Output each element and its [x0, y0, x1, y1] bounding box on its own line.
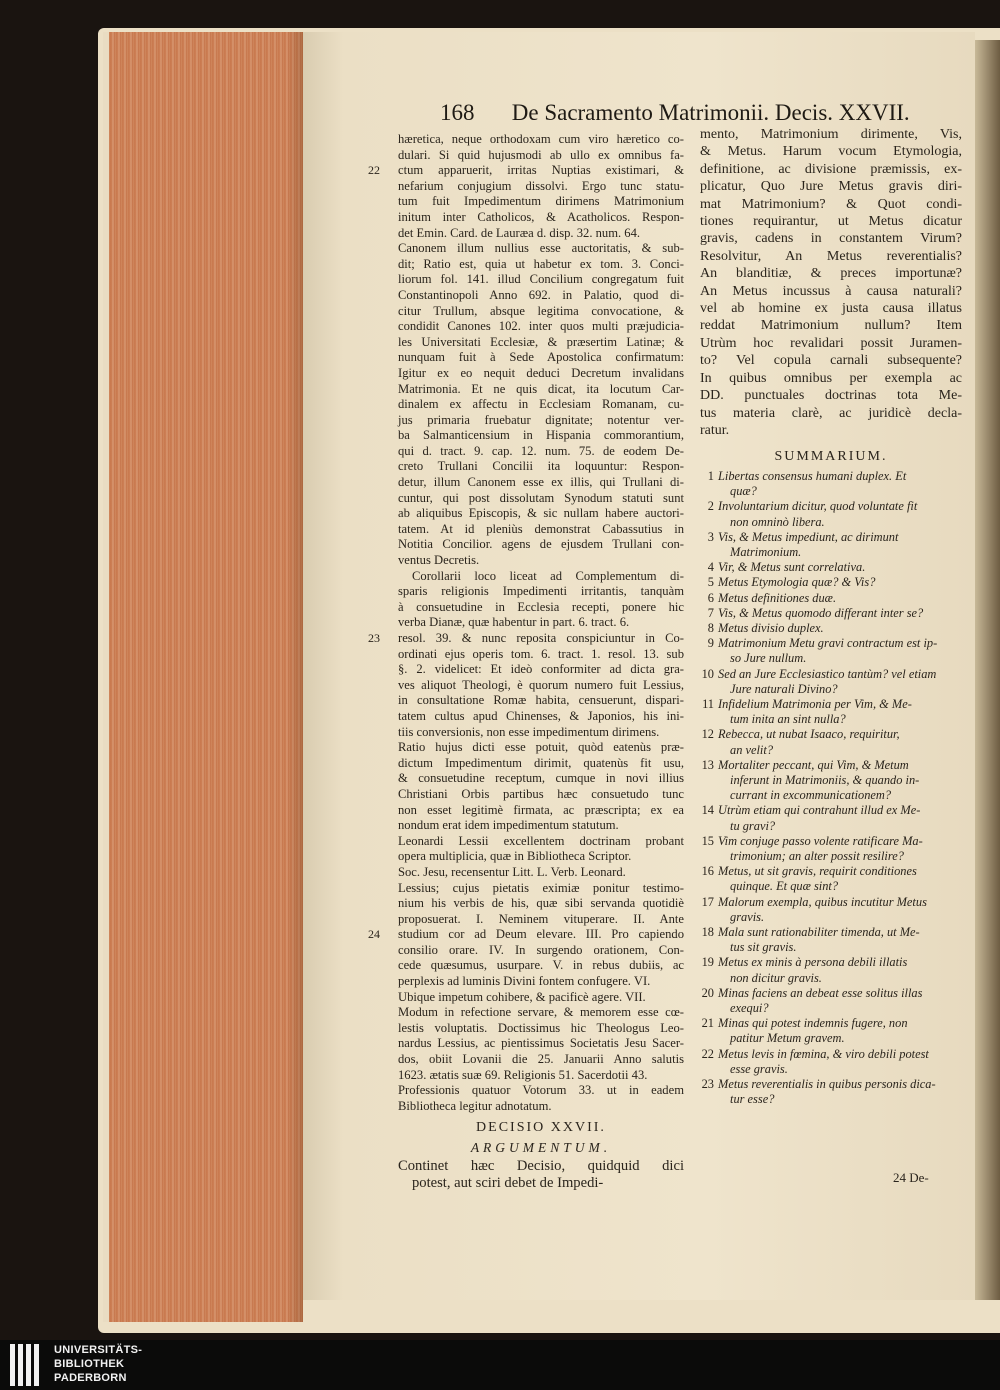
- summarium-text-continued: inferunt in Matrimoniis, & quando in-: [730, 772, 920, 787]
- summarium-item: [700, 636, 962, 666]
- text-line-content: proposuerat. I. Neminem vituperare. II. Ante: [398, 911, 684, 926]
- text-line: DD. punctuales doctrinas tota Me-: [700, 388, 962, 404]
- summarium-number: 9: [707, 636, 714, 651]
- text-line: Resolvitur, An Metus reverentialis?: [700, 248, 962, 264]
- summarium-number: 8: [707, 620, 714, 635]
- decisio-heading: DECISIO XXVII.: [476, 1120, 606, 1136]
- summarium-number: 23: [701, 1077, 714, 1092]
- summarium-text: Involuntarium dicitur, quod voluntate fit: [718, 499, 918, 514]
- summarium-text: Metus Etymologia quæ? & Vis?: [718, 575, 876, 590]
- summarium-text: Vir, & Metus sunt correlativa.: [718, 560, 866, 575]
- text-line: [398, 584, 684, 600]
- text-line: [398, 600, 684, 616]
- summarium-number: 14: [701, 803, 714, 818]
- summarium-text-continued: trimonium; an alter possit resilire?: [730, 848, 904, 863]
- text-line-content: & consuetudine receptum, cumque in novi illius: [398, 771, 684, 786]
- summarium-item: [700, 803, 962, 833]
- catchword: 24 De-: [893, 1170, 929, 1185]
- summarium-item: [700, 499, 962, 529]
- summarium-item: [700, 986, 962, 1016]
- summarium-text: Matrimonium Metu gravi contractum est ip-: [718, 636, 938, 651]
- library-name: [54, 1343, 142, 1385]
- library-name-line: UNIVERSITÄTS-: [54, 1344, 143, 1356]
- text-line: ratur.: [700, 422, 730, 438]
- summarium-text: Metus definitiones duæ.: [718, 590, 837, 605]
- summarium-text: Vis, & Metus impediunt, ac dirimunt: [718, 529, 899, 544]
- text-line: [398, 958, 684, 974]
- text-line: [398, 1021, 684, 1037]
- running-title: De Sacramento Matrimonii. Decis. XXVII.: [511, 100, 910, 125]
- argumentum-line: potest, aut sciri debet de Impedi-: [412, 1175, 604, 1192]
- text-line-content: sparis religionis Impedimenti irritantis, tanquàm: [398, 584, 684, 599]
- text-line-content: Ubique impetum cohibere, & pacificè agere. VII.: [398, 989, 646, 1004]
- text-line-content: consilio orare. IV. In surgendo orationem, Con-: [398, 942, 684, 957]
- summarium-text-continued: tur esse?: [730, 1092, 775, 1107]
- gutter-shadow: [975, 40, 1000, 1300]
- text-line-content: Professionis quatuor Votorum 33. ut in eadem: [398, 1083, 684, 1098]
- text-line: [398, 693, 684, 709]
- library-name-line: BIBLIOTHEK: [54, 1358, 125, 1370]
- summarium-number: 7: [707, 605, 714, 620]
- summarium-number: 13: [701, 757, 714, 772]
- summarium-number: 6: [707, 590, 714, 605]
- text-line: [398, 834, 684, 850]
- text-line: [398, 849, 684, 865]
- text-line: [398, 382, 684, 398]
- text-line-content: 1623. ætatis suæ 69. Religionis 51. Sacerdotii 43.: [398, 1067, 648, 1082]
- summarium-item: [700, 606, 962, 621]
- text-line-content: cuntur, qui post dissolutam Synodum statuti sunt: [398, 490, 684, 505]
- text-line-content: perplexis ad luminis Divini fontem confugere. VI.: [398, 974, 651, 989]
- text-line-content: ves aliquot Theologi, è quorum numero fuit Lessius,: [398, 677, 684, 692]
- summarium-text: Sed an Jure Ecclesiastico tantùm? vel etiam: [718, 666, 937, 681]
- right-column: [700, 126, 962, 1107]
- summarium-item: [700, 1047, 962, 1077]
- summarium-heading: SUMMARIUM.: [774, 449, 888, 465]
- text-line: [398, 725, 684, 741]
- text-line: [398, 553, 684, 569]
- text-line-content: ba Salmanticensium in Hispania commorantium,: [398, 428, 684, 443]
- text-line: [398, 818, 684, 834]
- text-line: [398, 210, 684, 226]
- text-line: [398, 475, 684, 491]
- summarium-text: Mala sunt rationabiliter timenda, ut Me-: [718, 925, 920, 939]
- text-line-content: tatem. At id pleniùs demonstrat Cabassutius in: [398, 521, 684, 536]
- text-line-content: à consuetudine in Ecclesia recepti, ponere hic: [398, 599, 684, 614]
- text-line-content: jus primaria fruebatur dignitate; notentur ver-: [398, 412, 684, 427]
- text-line-content: Soc. Jesu, recensentur Litt. L. Verb. Leonard.: [398, 864, 626, 879]
- text-line: to? Vel copula carnali subsequente?: [700, 353, 962, 369]
- library-footer: [0, 1340, 1000, 1390]
- text-line: [398, 943, 684, 959]
- summarium-number: 11: [702, 696, 714, 711]
- summarium-item: [700, 788, 962, 803]
- text-line-content: lestis voluptatis. Doctissimus hic Theologus Leo-: [398, 1020, 684, 1035]
- text-line-content: tum fuit Impedimentum dirimens Matrimonium: [398, 194, 684, 209]
- library-logo-icon: [10, 1344, 46, 1386]
- text-line-content: studium cor ad Deum elevare. III. Pro capiendo: [398, 927, 684, 942]
- summarium-text: Infidelium Matrimonia per Vim, & Me-: [718, 696, 912, 711]
- text-line: [398, 615, 684, 631]
- summarium-item: [700, 530, 962, 560]
- text-line: [398, 569, 684, 585]
- text-line: [398, 662, 684, 678]
- text-line-content: verba Dianæ, quæ habentur in part. 6. tract. 6.: [398, 615, 630, 630]
- text-line-content: ab aliquibus Episcopis, & sic nullam habere auctori-: [398, 506, 684, 521]
- text-line: [398, 257, 684, 273]
- summarium-list: [700, 469, 962, 1108]
- summarium-text: Mortaliter peccant, qui Vim, & Metum: [718, 757, 909, 772]
- library-name-line: PADERBORN: [54, 1372, 127, 1384]
- summarium-item: [700, 697, 962, 727]
- summarium-text-continued: currant in excommunicationem?: [730, 788, 892, 803]
- text-line-content: ctum apparuerit, irritas Nuptias existimari, &: [398, 163, 684, 178]
- summarium-number: 12: [701, 727, 714, 742]
- summarium-item: [700, 591, 962, 606]
- summarium-text-continued: Jure naturali Divino?: [730, 681, 838, 696]
- text-line: plicatur, Quo Jure Metus gravis diri-: [700, 179, 962, 195]
- text-line-content: dos, obiit Lovanii die 25. Januarii Anno salutis: [398, 1052, 684, 1067]
- left-column-text: [368, 132, 684, 1114]
- summarium-text-continued: exequi?: [730, 1001, 769, 1016]
- text-line: [398, 647, 684, 663]
- text-line: [398, 444, 684, 460]
- summarium-text-continued: an velit?: [730, 742, 774, 757]
- text-line-content: §. 2. videlicet: Et ideò conformiter ad dicta gra-: [398, 662, 684, 677]
- text-line-content: hæretica, neque orthodoxam cum viro hæretico co-: [398, 132, 684, 146]
- text-line: [398, 1083, 684, 1099]
- text-line-content: Constantinopoli Anno 692. in Palatio, quod di-: [398, 287, 684, 302]
- text-line: [398, 350, 684, 366]
- summarium-number: 20: [701, 985, 714, 1000]
- summarium-number: 22: [701, 1046, 714, 1061]
- text-line-content: qui d. tract. 9. cap. 12. num. 75. de eodem De-: [398, 443, 684, 458]
- text-line: & Metus. Harum vocum Etymologia,: [700, 144, 962, 160]
- summarium-number: 21: [701, 1016, 714, 1031]
- text-line: [398, 413, 684, 429]
- summarium-text-continued: quæ?: [730, 484, 757, 499]
- text-line-content: citur Trullum, absque legitima convocatione, &: [398, 303, 684, 318]
- summarium-item: [700, 621, 962, 636]
- text-line-content: opera multiplicia, quæ in Bibliotheca Scriptor.: [398, 849, 632, 864]
- text-line-content: in consultatione Romæ habita, censuerunt, dispari-: [398, 693, 684, 708]
- text-line: [398, 241, 684, 257]
- text-line: [398, 148, 684, 164]
- text-line: tus materia clarè, ac juridicè decla-: [700, 405, 962, 421]
- text-line: [398, 771, 684, 787]
- text-line-content: Notitia Concilior. agens de ejusdem Trullani con-: [398, 537, 684, 552]
- summarium-item: [700, 1016, 962, 1046]
- text-line: [398, 132, 684, 148]
- text-line: [398, 335, 684, 351]
- text-line: [398, 881, 684, 897]
- summarium-item: [700, 1077, 962, 1107]
- page-number: 168: [440, 100, 475, 125]
- text-line: [398, 1036, 684, 1052]
- page-edges: [103, 32, 303, 1322]
- text-line: [398, 304, 684, 320]
- text-line: mat Matrimonium? & Quot condi-: [700, 196, 962, 212]
- summarium-text: Libertas consensus humani duplex. Et: [718, 468, 907, 483]
- text-line-content: dulari. Si quid hujusmodi ab ullo ex omnibus fa-: [398, 147, 684, 162]
- summarium-number: 10: [701, 666, 714, 681]
- text-line: vel ab homine ex justa causa illatus: [700, 301, 962, 317]
- text-line-content: Lessius; cujus pietatis eximiæ ponitur testimo-: [398, 880, 684, 895]
- text-line: [398, 865, 684, 881]
- summarium-item: [700, 925, 962, 955]
- summarium-text-continued: tus sit gravis.: [730, 940, 797, 955]
- text-line: [398, 990, 684, 1006]
- summarium-text-continued: non omninò libera.: [730, 514, 825, 529]
- summarium-text: Minas qui potest indemnis fugere, non: [718, 1016, 908, 1031]
- text-line: [398, 740, 684, 756]
- text-line-content: ordinati ejus operis tom. 6. tract. 1. resol. 13. sub: [398, 646, 684, 661]
- summarium-text-continued: tu gravi?: [730, 818, 776, 833]
- text-line-content: Bibliotheca legitur adnotatum.: [398, 1098, 552, 1113]
- text-line-content: nunquam fuit à Sede Apostolica confirmatum:: [398, 350, 684, 365]
- text-line: [398, 194, 684, 210]
- summarium-text: Metus ex minis à persona debili illatis: [718, 955, 908, 970]
- summarium-text: Metus levis in fœmina, & viro debili potest: [718, 1046, 929, 1061]
- text-line: [398, 397, 684, 413]
- text-line-content: cede quæsumus, usurpare. V. in rebus dubiis, ac: [398, 958, 684, 973]
- argumentum-heading: ARGUMENTUM.: [470, 1140, 612, 1155]
- text-line-content: nium his verbis de his, quæ sibi servanda quotidiè: [398, 896, 684, 911]
- text-line-content: les Universitati Ecclesiæ, & præsertim Latinæ; &: [398, 334, 684, 349]
- text-line: [398, 1099, 684, 1115]
- text-line: [398, 756, 684, 772]
- text-line-content: Corollarii loco liceat ad Complementum di-: [412, 568, 684, 583]
- text-line: [398, 506, 684, 522]
- summarium-number: 19: [701, 955, 714, 970]
- left-column: [368, 132, 684, 1193]
- margin-number: 23: [368, 631, 380, 645]
- summarium-item: [700, 955, 962, 985]
- text-line-content: creto Trullani Concilii ita loquuntur: Respon-: [398, 459, 684, 474]
- text-line: Utrùm hoc revalidari possit Juramen-: [700, 335, 962, 351]
- argumentum-line: Continet hæc Decisio, quidquid dici: [398, 1157, 684, 1174]
- summarium-item: [700, 667, 962, 697]
- summarium-text: Vis, & Metus quomodo differant inter se?: [718, 605, 924, 620]
- text-line: [398, 272, 684, 288]
- summarium-number: 16: [701, 864, 714, 879]
- text-line: [398, 366, 684, 382]
- summarium-text-continued: gravis.: [730, 909, 765, 924]
- summarium-text: Malorum exempla, quibus incutitur Metus: [718, 894, 927, 909]
- text-line: [398, 1068, 684, 1084]
- text-line: definitione, ac divisione præmissis, ex-: [700, 161, 962, 177]
- argumentum-text: [398, 1158, 684, 1193]
- text-line: [398, 226, 684, 242]
- text-line: reddat Matrimonium nullum? Item: [700, 318, 962, 334]
- summarium-number: 2: [707, 499, 714, 514]
- summarium-text-continued: tum inita an sint nulla?: [730, 712, 846, 727]
- text-line: [398, 288, 684, 304]
- argumentum-continuation: [700, 126, 962, 439]
- summarium-item: [700, 864, 962, 894]
- text-line: [398, 319, 684, 335]
- text-line-content: Matrimonia. Et ne quis dicat, ita locutum Car-: [398, 381, 684, 396]
- text-line: In quibus omnibus per exempla ac: [700, 370, 962, 386]
- text-line-content: detur, illum Canonem esse ex illis, qui Trullani di-: [398, 475, 684, 490]
- summarium-text: Metus reverentialis in quibus personis dica-: [718, 1077, 936, 1092]
- text-line: mento, Matrimonium dirimente, Vis,: [700, 127, 962, 142]
- text-line: [398, 537, 684, 553]
- summarium-number: 4: [707, 560, 714, 575]
- summarium-number: 18: [701, 925, 714, 939]
- text-line: [398, 678, 684, 694]
- summarium-text-continued: Matrimonium.: [730, 544, 802, 559]
- text-line: [398, 179, 684, 195]
- text-line: [398, 459, 684, 475]
- summarium-number: 1: [707, 468, 714, 483]
- text-line-content: ventus Decretis.: [398, 553, 480, 568]
- text-line: tiones requirantur, ut Metus dicatur: [700, 214, 962, 230]
- text-line: An blanditiæ, & preces importunæ?: [700, 266, 962, 282]
- text-line-content: Ratio hujus dicti esse potuit, quòd eatenùs præ-: [398, 740, 684, 755]
- text-line-content: dinalem ex affectu in Ecclesiam Romanam, cu-: [398, 397, 684, 412]
- text-line: [398, 709, 684, 725]
- summarium-number: 5: [707, 575, 714, 590]
- summarium-text: Minas faciens an debeat esse solitus illas: [718, 985, 923, 1000]
- text-line-content: dictum Impedimentum dirimit, quatenùs fit usu,: [398, 755, 684, 770]
- summarium-text: Utrùm etiam qui contrahunt illud ex Me-: [718, 803, 921, 818]
- text-line-content: Igitur ex eo nequit deduci Decretum invalidans: [398, 365, 684, 380]
- text-line-content: liorum fol. 141. illud Concilium congregatum fuit: [398, 272, 684, 287]
- text-line-content: nondum erat idem impedimentum statutum.: [398, 818, 619, 833]
- text-line-content: Christiani Orbis partibus hæc consuetudo tunc: [398, 786, 684, 801]
- summarium-number: 15: [701, 833, 714, 848]
- text-line-content: resol. 39. & nunc reposita conspiciuntur in Co-: [398, 631, 684, 645]
- summarium-number: 3: [707, 529, 714, 544]
- text-line-content: condidit Canones 102. inter quos multi præjudicia-: [398, 319, 684, 334]
- text-line-content: non esset legitimè firmata, ac præscripta; ex ea: [398, 802, 684, 817]
- text-line-content: Leonardi Lessii excellentem doctrinam probant: [398, 833, 684, 848]
- summarium-text-continued: patitur Metum gravem.: [730, 1031, 845, 1046]
- summarium-item: [700, 560, 962, 575]
- text-line-content: tatem cultus apud Chinenses, & Japonios, his ini-: [398, 708, 684, 723]
- summarium-text: Metus divisio duplex.: [718, 620, 824, 635]
- text-line-content: nardus Lessius, ac pientissimus Societatis Jesu Sacer-: [398, 1036, 684, 1051]
- text-line-content: dit; Ratio est, quia ut habetur ex tom. 3. Conci-: [398, 256, 684, 271]
- summarium-text-continued: so Jure nullum.: [730, 651, 807, 666]
- summarium-text-continued: esse gravis.: [730, 1061, 788, 1076]
- text-line: [398, 974, 684, 990]
- summarium-item: [700, 758, 962, 788]
- summarium-item: [700, 575, 962, 590]
- text-line: [398, 522, 684, 538]
- margin-number: 24: [368, 927, 380, 942]
- summarium-number: 17: [701, 894, 714, 909]
- text-line-content: Canonem illum nullius esse auctoritatis, & sub-: [398, 241, 684, 256]
- text-line: [398, 1005, 684, 1021]
- text-line: [398, 1052, 684, 1068]
- text-line: [368, 927, 684, 943]
- text-line-content: det Emin. Card. de Lauræa d. disp. 32. num. 64.: [398, 225, 641, 240]
- text-line: gravis, cadens in constantem Virum?: [700, 231, 962, 247]
- text-line: An Metus incussus à causa naturali?: [700, 283, 962, 299]
- text-line: [368, 163, 684, 179]
- summarium-text: Rebecca, ut nubat Isaaco, requiritur,: [718, 727, 900, 742]
- summarium-text: Metus, ut sit gravis, requirit conditiones: [718, 864, 917, 879]
- margin-number: 22: [368, 163, 380, 178]
- text-line: [398, 803, 684, 819]
- text-line: [398, 491, 684, 507]
- summarium-text: Vim conjuge passo volente ratificare Ma-: [718, 833, 923, 848]
- summarium-item: [700, 834, 962, 864]
- text-line-content: Modum in refectione servare, & memorem esse cœ-: [398, 1005, 684, 1020]
- text-line-content: initum inter Catholicos, & Acatholicos. Respon-: [398, 209, 684, 224]
- summarium-item: [700, 727, 962, 757]
- text-line: [398, 912, 684, 928]
- text-line: [398, 428, 684, 444]
- summarium-text-continued: non dicitur gravis.: [730, 970, 822, 985]
- summarium-item: [700, 895, 962, 925]
- text-line: [398, 896, 684, 912]
- text-line-content: nefarium conjugium dissolvi. Ergo tunc statu-: [398, 178, 684, 193]
- text-line: [398, 787, 684, 803]
- text-line-content: tiis conversionis, non esse impedimentum dirimens.: [398, 724, 660, 739]
- summarium-text-continued: quinque. Et quæ sint?: [730, 879, 839, 894]
- text-line: [368, 631, 684, 647]
- summarium-item: [700, 469, 962, 499]
